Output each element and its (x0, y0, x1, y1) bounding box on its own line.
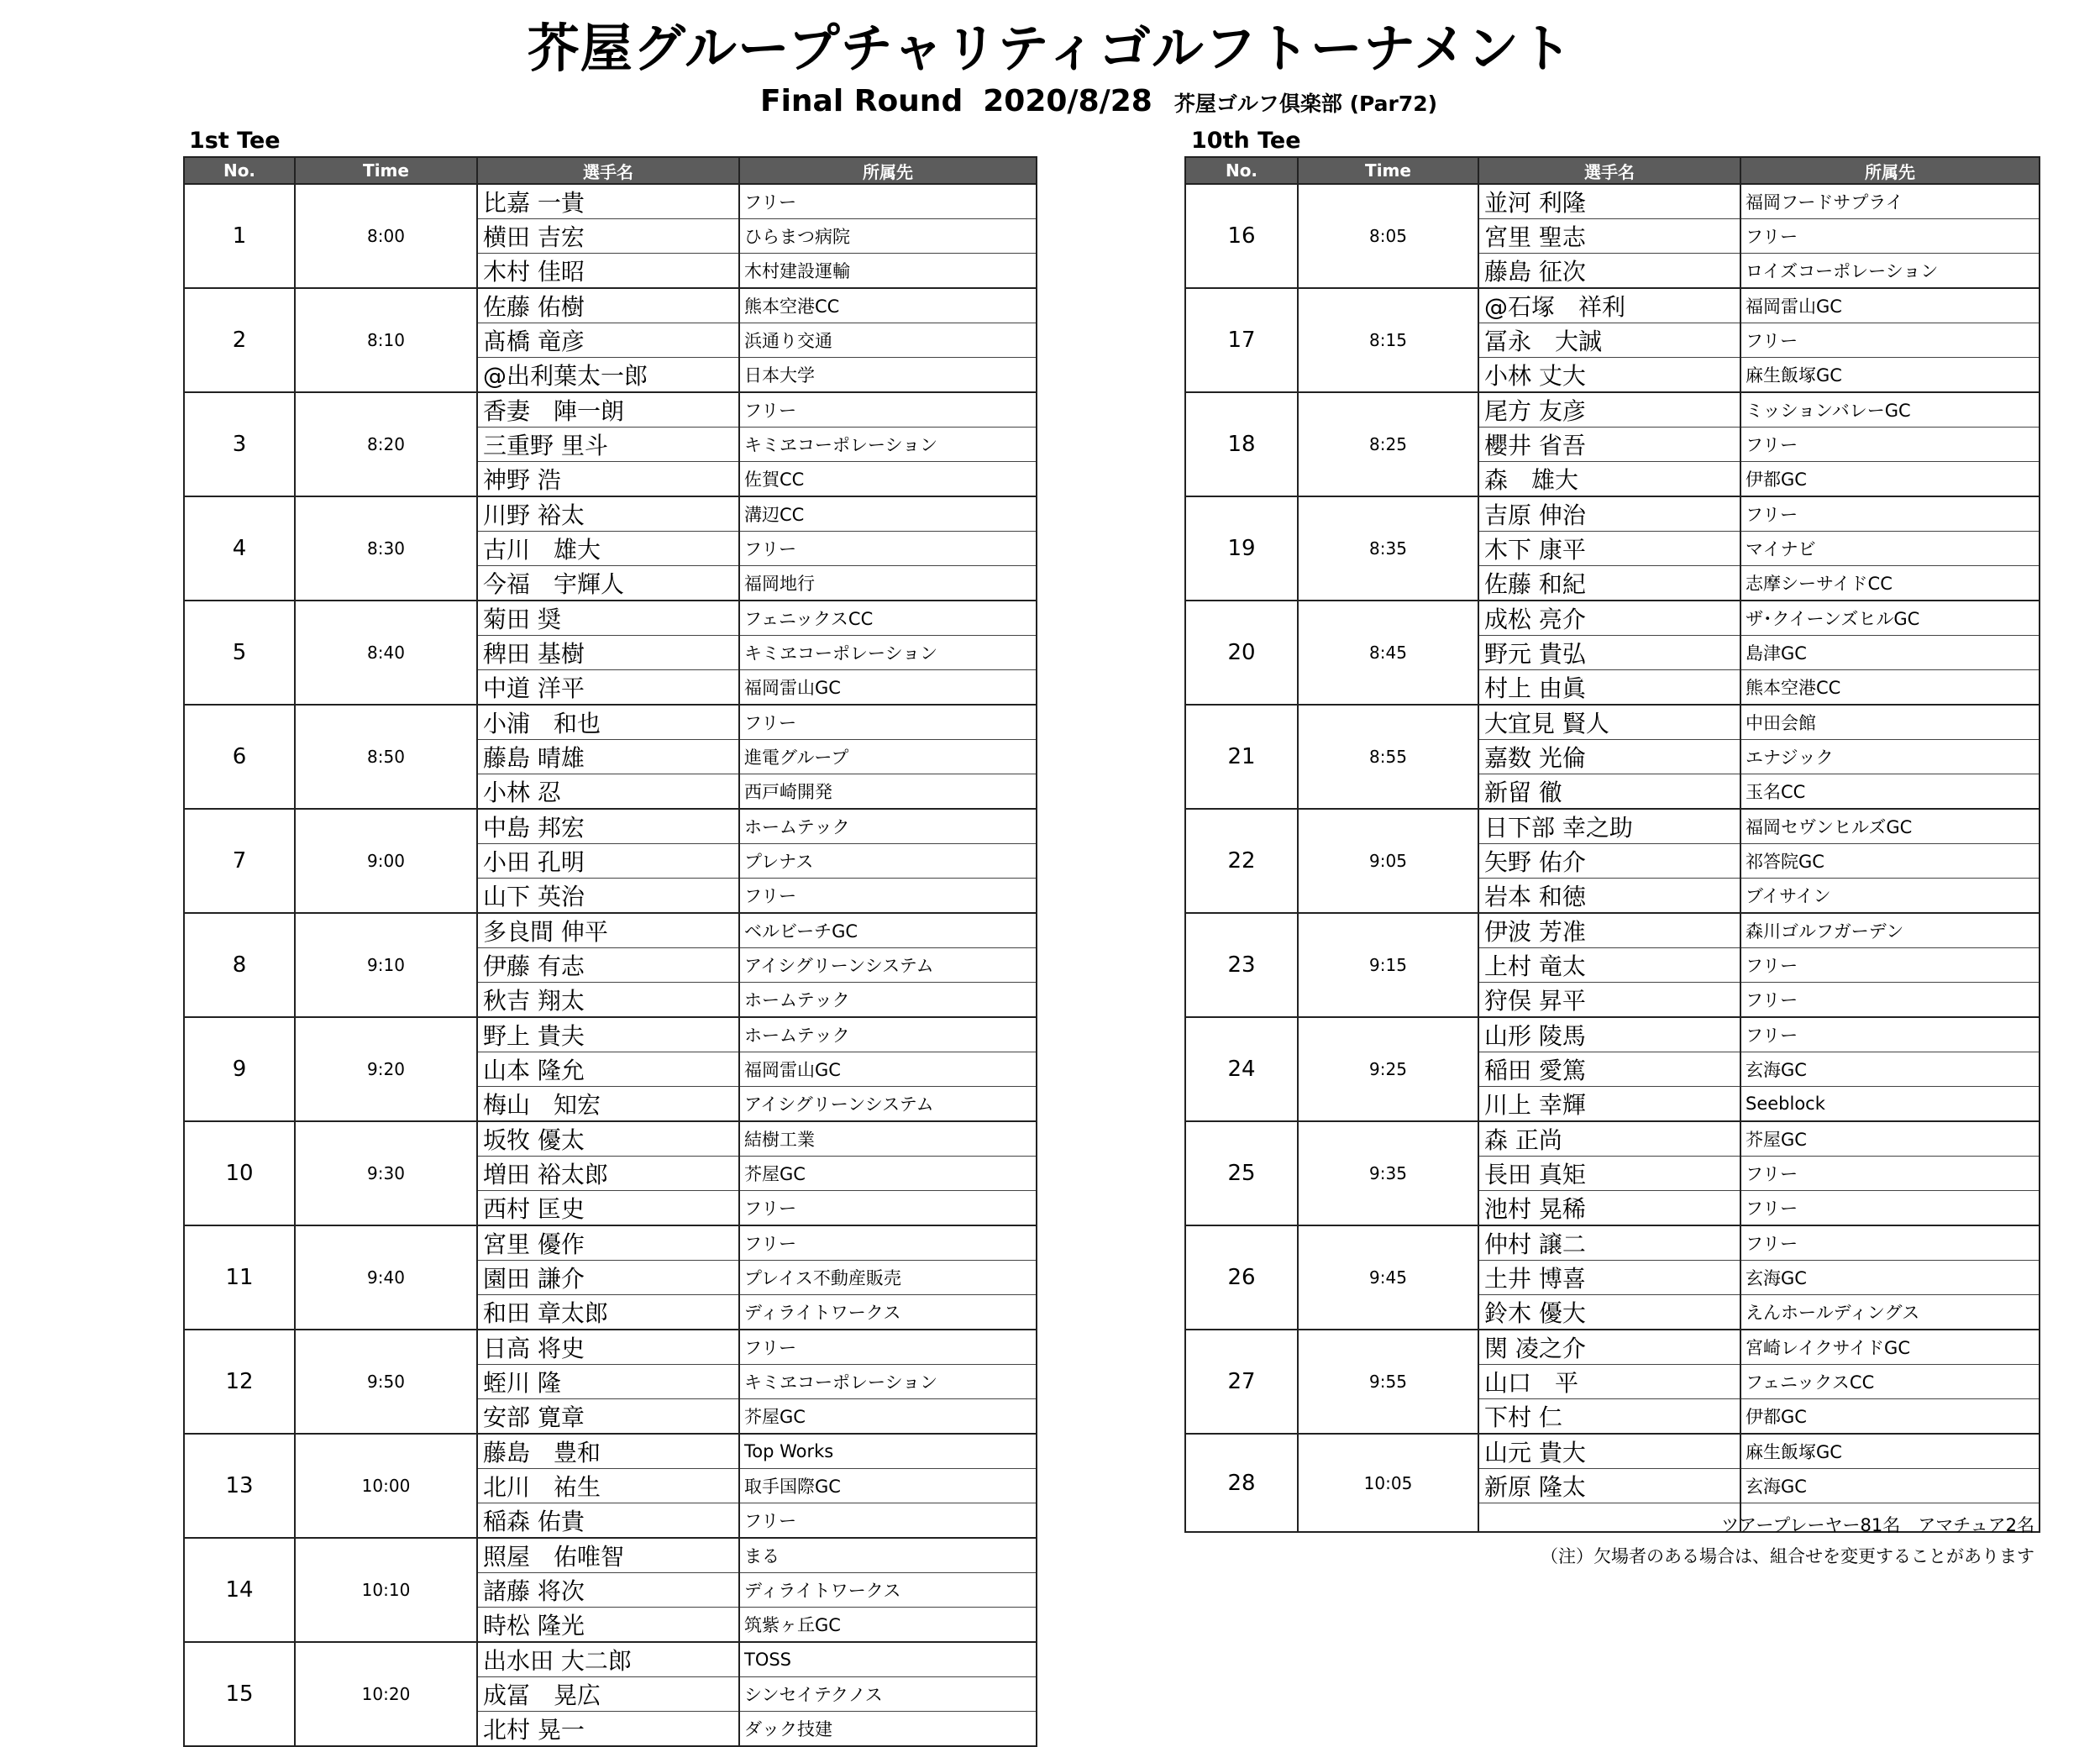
player-name: 櫻井 省吾 (1478, 428, 1740, 462)
player-name: 川野 裕太 (477, 496, 739, 532)
player-affiliation: フリー (1740, 1017, 2040, 1052)
header-time: Time (295, 157, 477, 184)
tee-time: 10:05 (1298, 1434, 1478, 1532)
player-affiliation: 玄海GC (1740, 1469, 2040, 1503)
table-row (1185, 1121, 2040, 1157)
player-name: 木村 佳昭 (477, 254, 739, 289)
round-date: 2020/8/28 (983, 84, 1152, 118)
tee-time: 8:55 (1298, 705, 1478, 809)
player-name: 新原 隆太 (1478, 1469, 1740, 1503)
player-name: 森 雄大 (1478, 462, 1740, 497)
player-affiliation: 祁答院GC (1740, 844, 2040, 879)
player-affiliation: ホームテック (739, 1017, 1037, 1052)
player-affiliation: マイナビ (1740, 532, 2040, 566)
table-row (184, 1017, 1037, 1052)
footer-player-count: ツアープレーヤー81名 アマチュア2名 (1721, 1515, 2034, 1535)
player-name: 佐藤 和紀 (1478, 566, 1740, 601)
player-name: 山元 貴大 (1478, 1434, 1740, 1469)
tee-time: 10:20 (295, 1642, 477, 1746)
table-row (184, 184, 1037, 219)
player-affiliation: フリー (1740, 1225, 2040, 1261)
player-affiliation: 麻生飯塚GC (1740, 358, 2040, 393)
table-row (184, 601, 1037, 636)
player-affiliation: 志摩シーサイドCC (1740, 566, 2040, 601)
player-name: 野上 貴夫 (477, 1017, 739, 1052)
group-number: 1 (184, 184, 295, 288)
table-row (1185, 809, 2040, 844)
player-affiliation: 島津GC (1740, 636, 2040, 670)
player-affiliation: 玉名CC (1740, 774, 2040, 810)
player-affiliation: ディライトワークス (739, 1573, 1037, 1608)
player-name: 蛭川 隆 (477, 1365, 739, 1399)
player-name: 伊波 芳准 (1478, 913, 1740, 948)
player-name: 比嘉 一貴 (477, 184, 739, 219)
table-row (1185, 601, 2040, 636)
table-row (1185, 913, 2040, 948)
player-name: 小林 丈大 (1478, 358, 1740, 393)
player-affiliation: フェニックスCC (739, 601, 1037, 636)
player-name: 川上 幸輝 (1478, 1087, 1740, 1122)
player-affiliation: フリー (739, 1225, 1037, 1261)
player-name: 諸藤 将次 (477, 1573, 739, 1608)
tee-label-1st: 1st Tee (189, 128, 281, 154)
player-affiliation: フリー (1740, 219, 2040, 254)
player-name: @出利葉太一郎 (477, 358, 739, 393)
player-affiliation: フリー (1740, 496, 2040, 532)
table-row (1185, 1225, 2040, 1261)
player-name: 多良間 伸平 (477, 913, 739, 948)
player-name: 土井 博喜 (1478, 1261, 1740, 1295)
player-affiliation: プレナス (739, 844, 1037, 879)
tee-time: 8:45 (1298, 601, 1478, 705)
player-affiliation: Seeblock (1740, 1087, 2040, 1122)
player-affiliation: 筑紫ヶ丘GC (739, 1608, 1037, 1643)
table-row (1185, 288, 2040, 323)
tee-time: 10:00 (295, 1434, 477, 1538)
table-header-row (1185, 157, 2040, 184)
player-name: 出水田 大二郎 (477, 1642, 739, 1677)
player-name: 香妻 陣一朗 (477, 392, 739, 428)
player-affiliation: フリー (739, 1191, 1037, 1226)
player-name: 宮里 聖志 (1478, 219, 1740, 254)
tee-time: 9:50 (295, 1330, 477, 1434)
player-name: @石塚 祥利 (1478, 288, 1740, 323)
player-name (1478, 1503, 1740, 1533)
player-affiliation: 芥屋GC (739, 1399, 1037, 1435)
player-affiliation: プレイス不動産販売 (739, 1261, 1037, 1295)
player-name: 安部 寛章 (477, 1399, 739, 1435)
player-affiliation: エナジック (1740, 740, 2040, 774)
player-affiliation: フリー (1740, 323, 2040, 358)
player-affiliation: 進電グループ (739, 740, 1037, 774)
group-number: 24 (1185, 1017, 1298, 1121)
player-name: 藤島 征次 (1478, 254, 1740, 289)
player-name: 狩俣 昇平 (1478, 983, 1740, 1018)
player-affiliation: 芥屋GC (1740, 1121, 2040, 1157)
player-affiliation: ひらまつ病院 (739, 219, 1037, 254)
group-number: 28 (1185, 1434, 1298, 1532)
footer-note: （注）欠場者のある場合は、組合せを変更することがあります (1541, 1546, 2034, 1566)
player-affiliation: 熊本空港CC (739, 288, 1037, 323)
table-row (1185, 1017, 2040, 1052)
player-name: 新留 徹 (1478, 774, 1740, 810)
player-affiliation: フリー (739, 1503, 1037, 1539)
player-affiliation: フリー (1740, 948, 2040, 983)
group-number: 19 (1185, 496, 1298, 601)
header-time: Time (1298, 157, 1478, 184)
player-name: 園田 謙介 (477, 1261, 739, 1295)
player-name: 北川 祐生 (477, 1469, 739, 1503)
player-name: 成冨 晃広 (477, 1677, 739, 1712)
player-name: 上村 竜太 (1478, 948, 1740, 983)
player-name: 森 正尚 (1478, 1121, 1740, 1157)
table-row (1185, 1330, 2040, 1365)
player-name: 稗田 基樹 (477, 636, 739, 670)
tee-time: 9:25 (1298, 1017, 1478, 1121)
player-affiliation: フリー (739, 705, 1037, 740)
player-name: 小林 忍 (477, 774, 739, 810)
player-name: 小浦 和也 (477, 705, 739, 740)
group-number: 12 (184, 1330, 295, 1434)
tee-time: 8:50 (295, 705, 477, 809)
player-affiliation: 佐賀CC (739, 462, 1037, 497)
tee-time: 9:40 (295, 1225, 477, 1330)
course-name: 芥屋ゴルフ倶楽部 (Par72) (1173, 92, 1438, 116)
player-affiliation: フリー (1740, 428, 2040, 462)
group-number: 7 (184, 809, 295, 913)
player-name: 増田 裕太郎 (477, 1157, 739, 1191)
player-name: 宮里 優作 (477, 1225, 739, 1261)
player-name: 和田 章太郎 (477, 1295, 739, 1330)
table-row (184, 1642, 1037, 1677)
player-name: 仲村 譲二 (1478, 1225, 1740, 1261)
player-name: 山下 英治 (477, 879, 739, 914)
player-name: 中道 洋平 (477, 670, 739, 706)
tee-time: 9:05 (1298, 809, 1478, 913)
player-affiliation: ホームテック (739, 809, 1037, 844)
tee-time: 8:00 (295, 184, 477, 288)
player-name: 冨永 大誠 (1478, 323, 1740, 358)
player-name: 古川 雄大 (477, 532, 739, 566)
player-name: 関 凌之介 (1478, 1330, 1740, 1365)
player-name: 成松 亮介 (1478, 601, 1740, 636)
player-affiliation: ベルビーチGC (739, 913, 1037, 948)
player-affiliation: ディライトワークス (739, 1295, 1037, 1330)
tee-time: 8:40 (295, 601, 477, 705)
group-number: 6 (184, 705, 295, 809)
player-name: 嘉数 光倫 (1478, 740, 1740, 774)
player-affiliation: ミッションバレーGC (1740, 392, 2040, 428)
player-name: 稲田 愛篤 (1478, 1052, 1740, 1087)
group-number: 20 (1185, 601, 1298, 705)
player-affiliation: 浜通り交通 (739, 323, 1037, 358)
player-name: 中島 邦宏 (477, 809, 739, 844)
player-name: 木下 康平 (1478, 532, 1740, 566)
player-name: 稲森 佑貴 (477, 1503, 739, 1539)
table-row (1185, 184, 2040, 219)
table-row (184, 392, 1037, 428)
tee-time: 8:10 (295, 288, 477, 392)
player-affiliation: 木村建設運輸 (739, 254, 1037, 289)
player-affiliation: フェニックスCC (1740, 1365, 2040, 1399)
table-row (1185, 1434, 2040, 1469)
player-affiliation: 芥屋GC (739, 1157, 1037, 1191)
player-affiliation: 福岡雷山GC (739, 1052, 1037, 1087)
player-name: 佐藤 佑樹 (477, 288, 739, 323)
player-affiliation: フリー (739, 532, 1037, 566)
tee-time: 9:30 (295, 1121, 477, 1225)
player-affiliation: 福岡雷山GC (1740, 288, 2040, 323)
group-number: 26 (1185, 1225, 1298, 1330)
tee-time: 8:25 (1298, 392, 1478, 496)
player-affiliation: 中田会館 (1740, 705, 2040, 740)
table-row (1185, 496, 2040, 532)
player-affiliation: えんホールディングス (1740, 1295, 2040, 1330)
player-name: 藤島 豊和 (477, 1434, 739, 1469)
player-name: 照屋 佑唯智 (477, 1538, 739, 1573)
player-name: 大宜見 賢人 (1478, 705, 1740, 740)
round-info (760, 84, 1437, 118)
header-player: 選手名 (1478, 157, 1740, 184)
player-name: 伊藤 有志 (477, 948, 739, 983)
player-affiliation: アイシグリーンシステム (739, 948, 1037, 983)
player-affiliation: フリー (739, 184, 1037, 219)
tee-time: 8:15 (1298, 288, 1478, 392)
player-affiliation: TOSS (739, 1642, 1037, 1677)
group-number: 27 (1185, 1330, 1298, 1434)
player-name: 池村 晃稀 (1478, 1191, 1740, 1226)
group-number: 14 (184, 1538, 295, 1642)
player-name: 山口 平 (1478, 1365, 1740, 1399)
tee-time: 9:55 (1298, 1330, 1478, 1434)
table-row (184, 1538, 1037, 1573)
tee-time: 10:10 (295, 1538, 477, 1642)
header-player: 選手名 (477, 157, 739, 184)
tee-time: 8:35 (1298, 496, 1478, 601)
group-number: 21 (1185, 705, 1298, 809)
player-name: 並河 利隆 (1478, 184, 1740, 219)
player-affiliation: 福岡セヴンヒルズGC (1740, 809, 2040, 844)
player-affiliation: 福岡地行 (739, 566, 1037, 601)
player-affiliation: 福岡フードサプライ (1740, 184, 2040, 219)
group-number: 13 (184, 1434, 295, 1538)
group-number: 15 (184, 1642, 295, 1746)
table-row (184, 1225, 1037, 1261)
group-number: 17 (1185, 288, 1298, 392)
header-affiliation: 所属先 (739, 157, 1037, 184)
player-name: 藤島 晴雄 (477, 740, 739, 774)
player-name: 坂牧 優太 (477, 1121, 739, 1157)
page-title: 芥屋グループチャリティゴルフトーナメント (527, 18, 1573, 79)
player-affiliation: ブイサイン (1740, 879, 2040, 914)
group-number: 23 (1185, 913, 1298, 1017)
group-number: 5 (184, 601, 295, 705)
player-name: 髙橋 竜彦 (477, 323, 739, 358)
tee-time: 9:00 (295, 809, 477, 913)
player-affiliation: フリー (1740, 1157, 2040, 1191)
player-name: 小田 孔明 (477, 844, 739, 879)
player-affiliation: 福岡雷山GC (739, 670, 1037, 706)
player-affiliation: ロイズコーポレーション (1740, 254, 2040, 289)
group-number: 8 (184, 913, 295, 1017)
player-affiliation: 宮崎レイクサイドGC (1740, 1330, 2040, 1365)
player-name: 野元 貴弘 (1478, 636, 1740, 670)
player-affiliation: キミヱコーポレーション (739, 1365, 1037, 1399)
player-name: 今福 宇輝人 (477, 566, 739, 601)
player-affiliation: フリー (1740, 983, 2040, 1018)
player-affiliation: Top Works (739, 1434, 1037, 1469)
header-no: No. (1185, 157, 1298, 184)
table-row (184, 913, 1037, 948)
player-affiliation: フリー (739, 1330, 1037, 1365)
tee-time: 9:45 (1298, 1225, 1478, 1330)
table-row (184, 809, 1037, 844)
player-name: 長田 真矩 (1478, 1157, 1740, 1191)
player-affiliation: 森川ゴルフガーデン (1740, 913, 2040, 948)
player-affiliation: 熊本空港CC (1740, 670, 2040, 706)
player-affiliation: 玄海GC (1740, 1261, 2040, 1295)
group-number: 3 (184, 392, 295, 496)
player-name: 西村 匡史 (477, 1191, 739, 1226)
player-affiliation: 伊都GC (1740, 1399, 2040, 1435)
group-number: 25 (1185, 1121, 1298, 1225)
table-row (184, 1434, 1037, 1469)
player-name: 山形 陵馬 (1478, 1017, 1740, 1052)
player-name: 矢野 佑介 (1478, 844, 1740, 879)
table-row (1185, 705, 2040, 740)
table-row (184, 496, 1037, 532)
group-number: 22 (1185, 809, 1298, 913)
tee-time: 9:10 (295, 913, 477, 1017)
player-name: 下村 仁 (1478, 1399, 1740, 1435)
table-row (184, 1330, 1037, 1365)
player-affiliation: キミヱコーポレーション (739, 636, 1037, 670)
player-affiliation: フリー (739, 392, 1037, 428)
player-affiliation: ホームテック (739, 983, 1037, 1018)
table-row (1185, 392, 2040, 428)
table-row (184, 705, 1037, 740)
player-affiliation: アイシグリーンシステム (739, 1087, 1037, 1122)
player-name: 鈴木 優大 (1478, 1295, 1740, 1330)
player-affiliation: 日本大学 (739, 358, 1037, 393)
player-name: 梅山 知宏 (477, 1087, 739, 1122)
player-affiliation: 取手国際GC (739, 1469, 1037, 1503)
player-name: 吉原 伸治 (1478, 496, 1740, 532)
player-name: 村上 由眞 (1478, 670, 1740, 706)
tee-time: 9:15 (1298, 913, 1478, 1017)
player-name: 菊田 奨 (477, 601, 739, 636)
player-affiliation: フリー (739, 879, 1037, 914)
table-row (184, 1121, 1037, 1157)
group-number: 2 (184, 288, 295, 392)
group-number: 9 (184, 1017, 295, 1121)
player-name: 日下部 幸之助 (1478, 809, 1740, 844)
player-name: 三重野 里斗 (477, 428, 739, 462)
player-name: 時松 隆光 (477, 1608, 739, 1643)
tee-label-10th: 10th Tee (1191, 128, 1301, 154)
player-name: 神野 浩 (477, 462, 739, 497)
tee-time: 8:30 (295, 496, 477, 601)
player-name: 尾方 友彦 (1478, 392, 1740, 428)
player-affiliation: 溝辺CC (739, 496, 1037, 532)
group-number: 16 (1185, 184, 1298, 288)
header-no: No. (184, 157, 295, 184)
tee-schedule-table-10th (1184, 156, 2040, 1533)
player-name: 山本 隆允 (477, 1052, 739, 1087)
table-row (184, 288, 1037, 323)
tee-time: 8:05 (1298, 184, 1478, 288)
player-affiliation: シンセイテクノス (739, 1677, 1037, 1712)
player-name: 岩本 和徳 (1478, 879, 1740, 914)
player-name: 北村 晃一 (477, 1712, 739, 1747)
player-affiliation: ザ･クイーンズヒルGC (1740, 601, 2040, 636)
player-affiliation: 西戸崎開発 (739, 774, 1037, 810)
player-affiliation: キミヱコーポレーション (739, 428, 1037, 462)
header-affiliation: 所属先 (1740, 157, 2040, 184)
tee-time: 9:20 (295, 1017, 477, 1121)
player-affiliation: フリー (1740, 1191, 2040, 1226)
player-affiliation: 玄海GC (1740, 1052, 2040, 1087)
tee-time: 9:35 (1298, 1121, 1478, 1225)
group-number: 11 (184, 1225, 295, 1330)
player-name: 秋吉 翔太 (477, 983, 739, 1018)
player-affiliation: まる (739, 1538, 1037, 1573)
player-affiliation: ダック技建 (739, 1712, 1037, 1747)
player-affiliation: 結樹工業 (739, 1121, 1037, 1157)
group-number: 4 (184, 496, 295, 601)
table-header-row (184, 157, 1037, 184)
group-number: 10 (184, 1121, 295, 1225)
round-name: Final Round (760, 84, 963, 118)
tee-time: 8:20 (295, 392, 477, 496)
player-affiliation: 麻生飯塚GC (1740, 1434, 2040, 1469)
group-number: 18 (1185, 392, 1298, 496)
player-name: 日高 将史 (477, 1330, 739, 1365)
player-affiliation: 伊都GC (1740, 462, 2040, 497)
player-name: 横田 吉宏 (477, 219, 739, 254)
tee-schedule-table-1st (183, 156, 1037, 1747)
